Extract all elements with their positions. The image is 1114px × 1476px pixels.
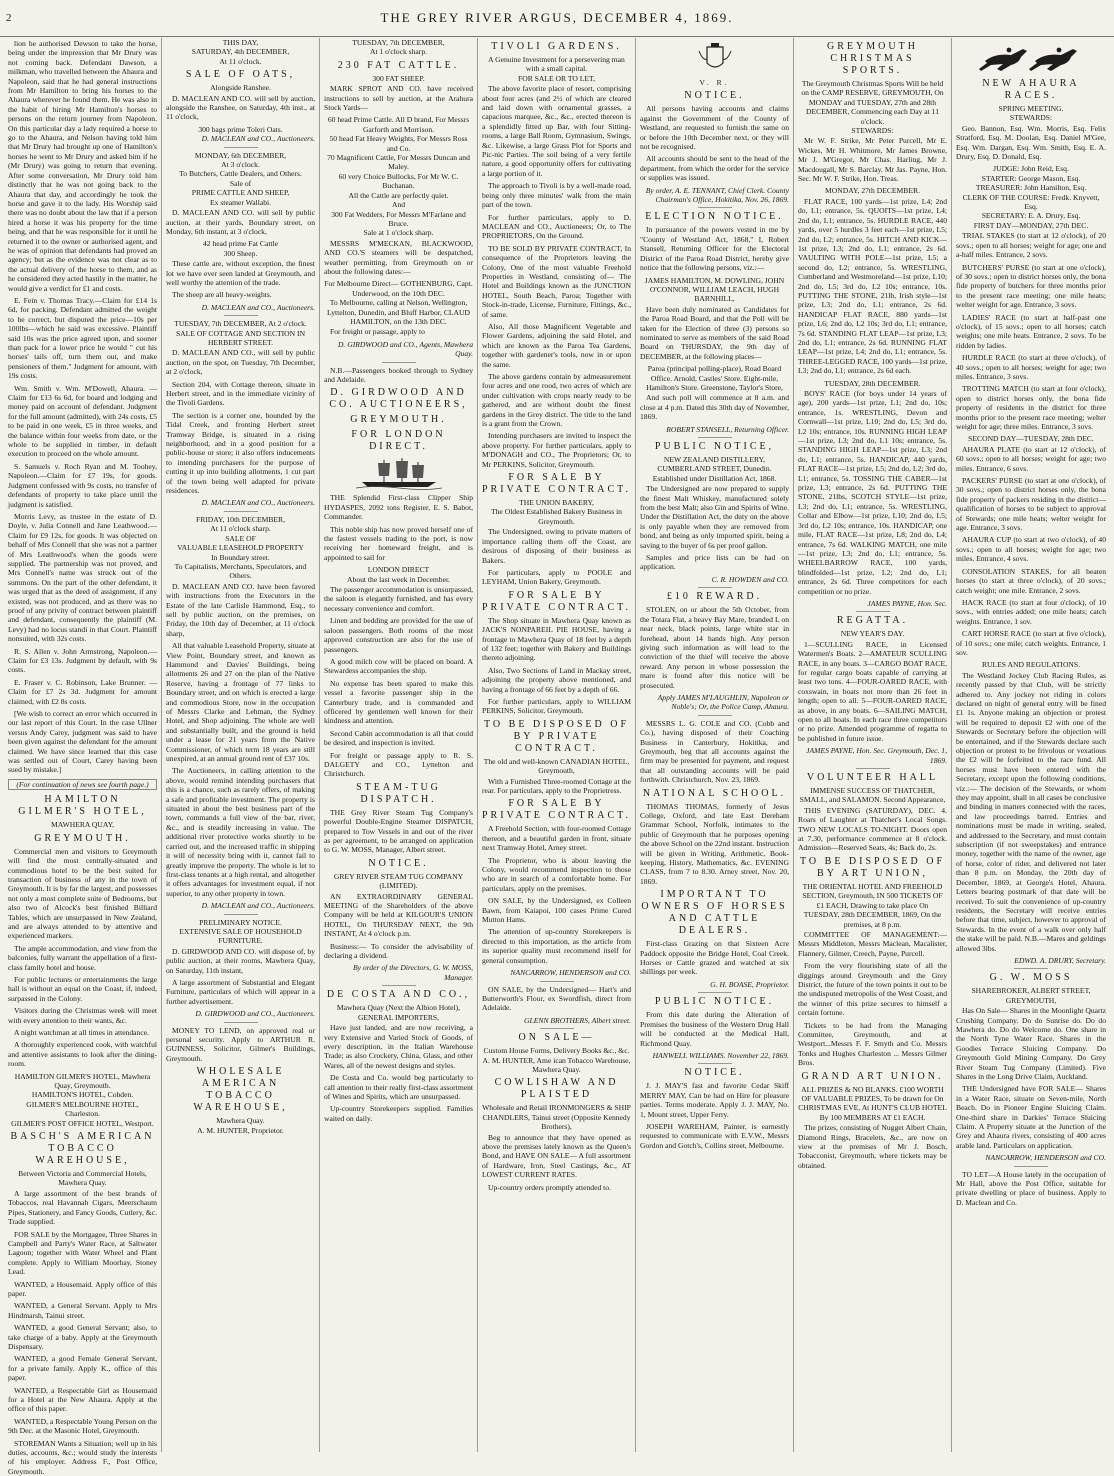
paragraph: Visitors during the Christmas week will meet with every attention to their wants, &c. bbox=[8, 1006, 157, 1025]
centered-line: SPRING MEETING. bbox=[998, 104, 1064, 113]
paragraph: MONEY TO LEND, on approved real or personal security. Apply to ARTHUR R. GUINNESS, Solicitor, Gilmer's Buildings, Greymouth. bbox=[166, 1025, 315, 1063]
racehorse-illustration bbox=[956, 41, 1106, 75]
ad-signature: D. MACLEAN and CO., Auctioneers. bbox=[201, 901, 315, 911]
paragraph: MESSRS M'MECKAN, BLACKWOOD, AND CO.'S steamers will be despatched, weather permitting, from Greymouth on or about the following dates:— bbox=[324, 238, 473, 276]
paragraph: TO BE SOLD BY PRIVATE CONTRACT, In consequence of the Proprietors leaving the Colony, One of the most valuable Freehold Properties in Westland, consisting of— The Hotel and Buildings known as the JUNCTION HOTEL, South Beach, Paroa; Together with Stock-in-trade, License, Furniture, Fittings, &c., of same. bbox=[482, 243, 631, 319]
paragraph: STOREMAN Wants a Situation; well up in his duties, accounts, &c.; would study the interests of his employer. Address F., Post Office, Greymouth. bbox=[8, 1438, 157, 1476]
centered-line: STEWARDS: bbox=[1009, 113, 1053, 123]
paragraph: From this date during the Alteration of Premises the business of the Western Drug Hall will be conducted at the Medical Hall, Richmond Quay. bbox=[640, 1010, 789, 1048]
centered-line: THE UNION BAKERY, bbox=[519, 498, 594, 508]
paragraph: For further particulars, apply to WILLIAM PERKINS, Solicitor, Greymouth. bbox=[482, 696, 631, 716]
centered-line: The Greymouth Christmas Sports Will be held on the CAMP RESERVE, GREYMOUTH, On MONDAY and TUESDAY, 27th and 28th DECEMBER, Commencing each Day at 11 o'clock. bbox=[801, 79, 944, 126]
divider bbox=[224, 147, 258, 148]
paragraph: TRIAL STAKES (to start at 12 o'clock), of 20 sovs.; open to all horses; weight for age; one and a-half miles. Entrance, 2 sovs. bbox=[956, 231, 1106, 260]
centered-line: TUESDAY, 7th DECEMBER, At 2 o'clock. bbox=[174, 319, 307, 329]
centered-line: 60 very Choice Bullocks, For Mr W. C. Buchanan. bbox=[338, 171, 459, 191]
divider bbox=[698, 715, 732, 716]
divider bbox=[856, 768, 890, 769]
crest-initials: V. R. bbox=[699, 78, 730, 87]
paragraph: E. Fein v. Thomas Tracy.—Claim for £14 1s 6d, for packing. Defendant admitted the weight to be correct, but disputed the price—10s per 100lbs—which he said was excessive. Plaintiff said 10s was the price agreed upon, and sooner than pack for a lower price he would " cut his horses' tails off, turn them out, and make pensioners of them." Judgment for amount, with 19s costs. bbox=[8, 295, 157, 381]
paragraph: The sheep are all heavy-weights. bbox=[172, 290, 272, 300]
paragraph: CONSOLATION STAKES, for all beaten horses (to start at three o'clock), of 20 sovs.; catch weight; one mile. Entrance, 2 sovs. bbox=[956, 566, 1106, 595]
paragraph: The Proprietor, who is about leaving the Colony, would recommend inspection to those who are in search of a comfortable home. For particulars, apply on the premises. bbox=[482, 855, 631, 893]
paragraph: A large assortment of the best brands of Tobaccos, real Havannah Cigars, Meerschaum Pipes, Stationery, and Fancy Goods, Cutlery, &c. Trade supplied. bbox=[8, 1188, 157, 1227]
paragraph: A large assortment of Substantial and Elegant Furniture, particulars of which will appear in a further advertisement. bbox=[166, 977, 315, 1006]
ad-heading: £10 REWARD. bbox=[666, 591, 763, 603]
centered-line: TREASURER: John Hamilton, Esq. bbox=[975, 183, 1087, 193]
centered-line: To Melbourne, calling at Nelson, Wellington, Lyttelton, Dunedin, and Bluff Harbor, CLAUD HAMILTON, on the 13th DEC. bbox=[327, 298, 470, 326]
ad-heading: TIVOLI GARDENS. bbox=[491, 41, 622, 52]
paragraph: ON SALE, by the Undersigned— Hart's and Butterworth's Flour, ex Swordfish, direct from Adelaide. bbox=[482, 984, 631, 1013]
paragraph: The ample accommodation, and view from the balconies, fully warrant the appellation of a first-class family hotel and house. bbox=[8, 943, 157, 972]
paragraph: The Undersigned, owing to private matters of importance calling them off the Coast, are desirous of disposing of their business as Bakers. bbox=[482, 527, 631, 565]
paragraph: FLAT RACE, 100 yards—1st prize, L4; 2nd do, L1; entrance, 5s. QUOITS—1st prize, L4; 2nd do, L1; entrance, 5s. HURDLE RACE, 440 yards, over 5 hurdles 3 feet each—1st prize, L5; 2nd do, L2; entrance, 5s. HITCH AND KICK—1st prize, L3; 2nd do, L1; entrance, 2s 6d. VAULTING WITH POLE—1st prize, L5; a second do, L2; entrance, 5s. WRESTLING, Cumberland and Westmoreland—1st prize, L10; 2nd do, L5; 3rd do, L2 10s; entrance, 10s. PUTTING THE STONE, 21lb, Irish style—1st prize, L3; 2nd do, L1; entrance, 2s 6d. HANDICAP FLAT RACE, 880 yards—1st prize, L6; 2nd do, L2 10s; 3rd do, L1; entrance, 7s 6d. STANDING FLAT LEAP—1st prize, L3; 2nd do, L1; entrance, 2s 6d. RUNNING FLAT LEAP—1st prize, L4; 2nd do, L1; entrance, 5s. THREE-LEGGED RACE, 100 yards—1st prize, L3; 2nd do, L1; entrance, 2s 6d each. bbox=[798, 196, 947, 376]
paragraph: The prizes, consisting of Nugget Albert Chain, Diamond Rings, Bracelets, &c., are now on view at the premises of Mr J. Bosch, Tobacconist, Greymouth, where tickets may be obtained. bbox=[798, 1123, 947, 1170]
divider bbox=[856, 611, 890, 612]
divider bbox=[698, 992, 732, 993]
centered-line: Mawhera Quay (Next the Albion Hotel), GENERAL IMPORTERS, bbox=[336, 1003, 461, 1022]
ad-signature: JAMES PAYNE, Hon. Sec. bbox=[867, 598, 947, 608]
centered-line: HAMILTON'S HOTEL, Cobden. bbox=[31, 1090, 134, 1100]
ad-signature: D. MACLEAN and CO., Auctioneers. bbox=[201, 134, 315, 144]
paragraph: D. GIRDWOOD AND CO. will dispose of, by public auction, at their rooms, Mawhera Quay, on Saturday, 11th instant, bbox=[166, 946, 315, 975]
paragraph: HURDLE RACE (to start at three o'clock), of 40 sovs.; open to all horses; weight for age; two miles. Entrance, 3 sovs. bbox=[956, 353, 1106, 381]
ad-signature: GLENN BROTHERS, Albert street. bbox=[524, 1015, 631, 1025]
paragraph: The section is a corner one, bounded by the Tidal Creek, and fronting Herbert street Tramway Bridge, is situated in a rising neighborhood, and in a good position for a public-house or store; it also offers inducements to intending purchasers for the purpose of cutting it up into building allotments, 1 cut part of the town being well adapted for private residences. bbox=[166, 410, 315, 496]
ad-heading: D. GIRDWOOD AND CO. AUCTIONEERS, bbox=[329, 387, 468, 411]
centered-line: SECOND DAY—TUESDAY, 28th DEC. bbox=[968, 434, 1094, 444]
centered-line: FRIDAY, 10th DECEMBER, bbox=[195, 514, 286, 524]
paragraph: ON SALE, by the Undersigned, ex Colleen Bawn, from Kaiapoi, 100 cases Prime Cured Mutton Hams. bbox=[482, 896, 631, 925]
ad-heading: ELECTION NOTICE. bbox=[645, 211, 784, 223]
paragraph: BOYS' RACE (for boys under 14 years of age), 200 yards—1st prize, L1; 2nd do, 10s; entrance, 1s. WRESTLING, Devon and Cornwall—1st prize, L10; 2nd do, L5; 3rd do, L2 10s; entrance, 10s. RUNNING HIGH LEAP—1st prize, L3; 2nd do, L1 10s; entrance, 5s. STANDING HIGH LEAP—1st prize, L3; 2nd do, L1; entrance, 5s. HANDICAP, 440 yards, FLAT RACE—1st prize, L5; 2nd do, L2; 3rd do, L1; entrance, 5s. TOSSING THE CABER—1st prize, L3; entrance, 2s 6d. PUTTING THE STONE, 21lbs, SCOTCH STYLE—1st prize, L3; 2nd do, L1; entrance, 5s. WRESTLING, Collar and Elbow—1st prize, L10; 2nd do, L5; 3rd do, L2 10s; entrance, 10s. HANDICAP, one mile, FLAT RACE—1st prize, L8; 2nd do, L4; entrance, 7s 6d. WALKING MATCH, one mile—1st prize, L3; 2nd do, L1; entrance, 5s. WHEELBARROW RACE, 100 yards, blindfolded—1st prize, L2; 2nd do, L1; entrance, 2s 6d. Three competitors for each competition or no prize. bbox=[798, 389, 947, 596]
paragraph: Business:— To consider the advisability of declaring a dividend. bbox=[324, 941, 473, 961]
paragraph: WANTED, a Respectable Girl as Housemaid for a Hotel at the New Ahaura. Apply at the office of this paper. bbox=[8, 1385, 157, 1414]
paragraph: The above gardens contain by admeasurement four acres and one rood, two acres of which are under cultivation with crops nearly ready to be gathered, and are without doubt the finest gardens in the Grey district. The title to the land is a grant from the Crown. bbox=[482, 372, 631, 429]
ad-heading: GREYMOUTH CHRISTMAS SPORTS. bbox=[827, 41, 918, 76]
ad-signature: G. H. BOASE, Proprietor. bbox=[710, 979, 789, 989]
ad-heading: NATIONAL SCHOOL. bbox=[642, 787, 787, 799]
paragraph: No expense has been spared to make this vessel a favorite passenger ship in the Canterbury trade, and is commanded and officered by gentlemen well known for their kindness and attention. bbox=[324, 678, 473, 726]
centered-line: HAMILTON GILMER'S HOTEL, Mawhera Quay, Greymouth. bbox=[14, 1071, 151, 1091]
paragraph: The Shop situate in Mawhera Quay known as JACK'S NONPAREIL PIE HOUSE, having a frontage to Mawhera Quay of 18 feet by a depth of 132 feet; together with Bakery and Buildings thereto adjoining. bbox=[482, 615, 631, 663]
divider bbox=[1014, 968, 1048, 969]
paragraph: The Undersigned are now prepared to supply the finest Malt Whiskey, manufactured solely from the best Malt; also Gin and Spirits of Wine. Under the Distillation Act, the duty on the above is only payable when they are removed from bond, and being as only imported spirit, being a saving to the buyer of 6s per proof gallon. bbox=[640, 484, 789, 550]
centered-line: 300 Sheep. bbox=[223, 248, 258, 258]
ad-signature: By order of the Directors, G. W. MOSS, Manager. bbox=[352, 963, 473, 982]
paragraph: R. S. Allen v. John Armstrong, Napoleon.—Claim for £3 13s. Judgment by default, with 9s costs. bbox=[8, 646, 157, 675]
centered-line: To Capitalists, Merchants, Speculators, and Others. bbox=[174, 561, 307, 581]
paragraph: Linen and bedding are provided for the use of saloon passengers. Both rooms of the most approved construction are also for the use of passengers. bbox=[324, 616, 473, 654]
ad-heading: IMPORTANT TO OWNERS OF HORSES AND CATTLE DEALERS. bbox=[641, 889, 788, 937]
centered-line: LONDON DIRECT bbox=[367, 565, 430, 575]
paragraph: For freight or passage, apply to bbox=[330, 327, 425, 337]
column-7 bbox=[952, 38, 1110, 1452]
centered-line: 300 Fat Wedders, For Messrs M'Farlane and Bruce. bbox=[331, 209, 466, 228]
divider bbox=[698, 207, 732, 208]
paragraph: A thoroughly experienced cook, with watchful and attentive assistants to look after the dining-room. bbox=[8, 1040, 157, 1069]
paragraph: For particulars, apply to POOLE and LEYHAM, Union Bakery, Greymouth. bbox=[482, 567, 631, 587]
centered-line: Between Victoria and Commercial Hotels, Mawhera Quay. bbox=[18, 1169, 147, 1188]
paragraph: D. MACLEAN AND CO. have been favored with instructions from the Executors in the Estate of the late Carlisle Hammond, Esq., to sell by public auction, on the premises, on Friday, the 10th day of December, at 11 o'clock sharp, bbox=[166, 581, 315, 638]
ad-heading: G. W. MOSS bbox=[989, 972, 1073, 984]
ad-heading: NEW AHAURA RACES. bbox=[982, 78, 1080, 101]
centered-line: TUESDAY, 28th DECEMBER. bbox=[824, 378, 921, 388]
ad-heading: NOTICE. bbox=[684, 90, 745, 102]
masthead bbox=[0, 0, 1114, 37]
paragraph: D. MACLEAN AND CO., will sell by public auction, on the spot, on Tuesday, 7th December, at 2 o'clock, bbox=[166, 348, 315, 377]
centered-line: 300 FAT SHEEP. bbox=[372, 73, 425, 83]
ad-heading: TO BE DISPOSED OF BY ART UNION, bbox=[800, 855, 945, 879]
column-6 bbox=[794, 38, 952, 1452]
centered-line: At 11 o'clock sharp. bbox=[210, 524, 271, 534]
divider bbox=[382, 985, 416, 986]
centered-line: NEW YEAR'S DAY. bbox=[840, 629, 905, 639]
ad-heading: REGATTA. bbox=[836, 615, 909, 627]
centered-line: MONDAY, 6th DECEMBER, bbox=[194, 150, 287, 160]
paragraph: All persons having accounts and claims against the Government of the County of Westland, are requested to furnish the same on or before the 10th December next, or they will not be recognised. bbox=[640, 104, 789, 152]
paragraph: PACKERS' PURSE (to start at one o'clock), of 30 sovs.; open to district horses only, the bona fide property of packers residing in the district—qualification of horses to be subject to approval of Stewards; one mile heats; welter weight for age. Entrance, 3 sovs. bbox=[956, 476, 1106, 533]
paragraph: Samples and price lists can be had on application. bbox=[640, 553, 789, 572]
paragraph: The attention of up-country Storekeepers is directed to this importation, as the article from its superior quality must recommend itself for general consumption. bbox=[482, 927, 631, 965]
paragraph: The passenger accommodation is unsurpassed, the saloon is elegantly furnished, and has every necessary convenience and comfort. bbox=[324, 585, 473, 613]
column-2 bbox=[162, 38, 320, 1452]
newspaper-title: THE GREY RIVER ARGUS, DECEMBER 4, 1869. bbox=[380, 10, 734, 25]
centered-line: SALE OF COTTAGE AND SECTION IN HERBERT STREET. bbox=[175, 328, 306, 347]
paragraph: FOR SALE by the Mortgagee, Three Shares in Campbell and Party's Water Race, at Saltwater Lagoon; together with Water Wheel and Plant complete. Apply to William Moorhay, Stoney Lead. bbox=[8, 1229, 157, 1277]
paragraph: N.B.—Passengers booked through to Sydney and Adelaide. bbox=[324, 365, 473, 384]
centered-line: At 1 o'clock sharp. bbox=[369, 47, 428, 57]
paragraph: Up-country Storekeepers supplied. Families waited on daily. bbox=[324, 1104, 473, 1123]
divider bbox=[540, 981, 574, 982]
ad-heading: STEAM-TUG DISPATCH. bbox=[356, 781, 441, 805]
centered-line: 70 Magnificent Cattle, For Messrs Duncan and Maley. bbox=[327, 153, 470, 172]
centered-line: FIRST DAY—MONDAY, 27th DEC. bbox=[973, 220, 1089, 230]
paragraph: All accounts should be sent to the head of the department, from which the order for the service or supplies was issued. bbox=[640, 154, 789, 183]
paragraph: For public lectures or entertainments the large hall is without an equal on the Coast, if, indeed, surpassed in the Colony. bbox=[8, 974, 157, 1003]
paragraph: WANTED, a General Servant. Apply to Mrs Hindmarsh, Tainui street. bbox=[8, 1301, 157, 1320]
centered-line: At 3 o'clock. bbox=[221, 160, 260, 170]
centered-line: At 11 o'clock. bbox=[219, 56, 262, 66]
centered-line: A. M. HUNTER, Ame ican Tobacco Warehouse, Mawhera Quay. bbox=[482, 1055, 631, 1074]
paragraph: THE Undersigned have FOR SALE— Shares in a Water Race, situate on Seven-mile, North Beach. Do in Pioneer Engine Sluicing Claim. One-third share in Darkies' Terrace Sluicing Claim. A Property situate at the Junction of the Grey and Ahaura rivers, consisting of 400 acres arable land. Particulars on application. bbox=[956, 1084, 1106, 1150]
centered-line: IMMENSE SUCCESS OF THATCHER, SMALL, and SALAMON. Second Appearance, bbox=[799, 786, 946, 805]
divider bbox=[698, 1063, 732, 1064]
centered-line: 300 bags prime Toleri Oats. bbox=[198, 124, 283, 134]
paragraph: D. MACLEAN AND CO. will sell by auction, alongside the Ranshee, on Saturday, 4th inst., at 11 o'clock, bbox=[166, 93, 315, 122]
paragraph: A Freehold Section, with four-roomed Cottage thereon, and a beautiful garden in front, situate next Tramway Hotel, Arney street. bbox=[482, 824, 631, 853]
paragraph: TO LET—A House lately in the occupation of Mr Hall, above the Post Office, suitable for private dwelling or place of business. Apply to D. Maclean and Co. bbox=[956, 1169, 1106, 1207]
paragraph: A night watchman at all times in attendance. bbox=[14, 1028, 149, 1037]
ad-signature: NANCARROW, HENDERSON and CO. bbox=[985, 1153, 1106, 1163]
centered-line: And bbox=[391, 200, 406, 210]
centered-line: MONDAY, 27th DECEMBER. bbox=[825, 186, 920, 196]
paragraph: Also, All those Magnificent Vegetable and Flower Gardens, adjoining the said Hotel, and which are known as the Paroa Tea Gardens, together with gardener's tools, now in or upon the same. bbox=[482, 321, 631, 369]
ad-signature: D. GIRDWOOD and CO., Auctioneers. bbox=[195, 1009, 315, 1019]
paragraph: De Costa and Co. would beg particularly to call attention to their really first-class assortment of Wines and Spirits, which are unsurpassed. bbox=[324, 1073, 473, 1101]
ad-signature: ROBERT STANSELL, Returning Officer. bbox=[666, 424, 789, 434]
paragraph: Intending purchasers are invited to inspect the above property. For further particulars, apply to M'DONAGH and CO., The Proprietors; Or, to Mr PERKINS, Solicitor, Greymouth. bbox=[482, 431, 631, 469]
ad-heading: FOR SALE BY PRIVATE CONTRACT. bbox=[482, 472, 631, 496]
centered-line: THE ORIENTAL HOTEL AND FREEHOLD SECTION, Greymouth, IN 500 TICKETS OF £1 EACH, Drawing to take place On TUESDAY, 28th DECEMBER, 1869, On the premises, at 8 p.m. bbox=[802, 881, 943, 929]
paragraph: The above favorite place of resort, comprising about four acres (and 2½ of which are cleared and laid down with ornamental grasses, a capacious marquee, &c., &c., erected thereon is a splendidly fitted up Bar, with four Sitting-rooms, a large Ball Room, Gymnasium, Swings, &c. Likewise, a large Grass Plot for Sports and Pic-nic Parties. The soil being of a very fertile nature, a good opportunity offers for cultivating a large portion of it. bbox=[482, 84, 631, 178]
ad-heading: PUBLIC NOTICE, bbox=[654, 441, 775, 452]
centered-line: In Boundary street. bbox=[211, 552, 270, 562]
centered-line: The old and well-known CANADIAN HOTEL, Greymouth, bbox=[483, 756, 630, 776]
paragraph: For further particulars, apply to D. MACLEAN and CO., Auctioneers; Or, to The PROPRIETORS, On the Ground. bbox=[482, 212, 631, 241]
paragraph: Second Cabin accommodation is all that could be desired, and inspection is invited. bbox=[324, 728, 473, 748]
paragraph: Morris Levy, as trustee in the estate of D. Doyle, v. Julia Connell and Jane Leathwood.—Claim for £9 12s, for goods. It was objected on behalf of Mrs Connell that she was not a partner of Mrs Leathwood's when the goods were supplied. The partnership was not proved, and Mrs Connell's name was struck out of the summons. On the part of the other defendant, it was urged that as the deed of assignment, if any existed, was not produced, and as there was no proof of any privity of contract between plaintiff and defendant, consequently the plaintiff (M. Levy) had no locus standi in that Court. Plaintiff nonsuited, with 32s costs. bbox=[8, 511, 157, 644]
centered-line: CLERK OF THE COURSE: Fredk. Knyvett, Esq. bbox=[962, 192, 1100, 212]
centered-line: Mawhera Quay. bbox=[216, 1116, 265, 1126]
centered-line: About the last week in December. bbox=[347, 574, 450, 584]
ad-signature: D. MACLEAN and CO., Auctioneers. bbox=[201, 302, 315, 312]
centered-line: A. M. HUNTER, Proprietor. bbox=[197, 1125, 284, 1135]
centered-line: The Oldest Established Bakery Business in Greymouth. bbox=[491, 507, 622, 526]
paragraph: S. Samuels v. Roch Ryan and M. Toohey, Napoleon.—Claim for £7 19s, for goods. Judgment confessed with 9s costs, no transfer of defendants of property to take place until the judgment is satisfied. bbox=[8, 461, 157, 509]
paragraph: A good milch cow will be placed on board. A Stewardess accompanies the ship. bbox=[324, 656, 473, 676]
ad-heading: FOR LONDON DIRECT. bbox=[351, 429, 446, 453]
centered-line: NEW ZEALAND DISTILLERY, CUMBERLAND STREET, Dunedin. Established under Distillation Act, 1868. bbox=[652, 455, 777, 483]
ad-heading: GREYMOUTH. bbox=[34, 832, 131, 844]
centered-line: EXTENSIVE SALE OF HOUSEHOLD FURNITURE. bbox=[179, 926, 302, 946]
paragraph: LADIES' RACE (to start at half-past one o'clock), of 15 sovs.; open to all horses; catch weights; one mile heats. Entrance, 2 sovs. To be ridden by ladies. bbox=[956, 312, 1106, 350]
centered-line: SALE OF bbox=[225, 533, 256, 543]
centered-line: To Butchers, Cattle Dealers, and Others. bbox=[179, 169, 302, 179]
centered-line: Sale of bbox=[229, 178, 252, 188]
centered-line: STARTER: George Mason, Esq. bbox=[981, 173, 1081, 183]
centered-line: ALL PRIZES & NO BLANKS. £100 WORTH OF VALUABLE PRIZES, To be drawn for On CHRISTMAS EVE, At HUNT'S CLUB HOTEL By 100 MEMBERS AT £1 EACH. bbox=[798, 1084, 947, 1122]
ad-heading: BASCH'S AMERICAN TOBACCO WAREHOUSE, bbox=[10, 1131, 155, 1167]
paragraph: Have been duly nominated as Candidates for the Paroa Road Board, and that the Poll will be taken for the Election of three (3) persons so nominated to serve as members of the said Road Board on THURSDAY, the 9th day of DECEMBER, at the following places— bbox=[640, 304, 789, 361]
paragraph: Tickets to be had from the Managing Committee, Greymouth, and at Westport...Messrs F. F. Smyth and Co. Messrs Tonks and Hughes Charleston ... Messrs Gilmer Bros. bbox=[798, 1020, 947, 1068]
column-5 bbox=[636, 38, 794, 1452]
ad-heading: HAMILTON GILMER'S HOTEL, bbox=[18, 794, 147, 818]
ad-heading: FOR SALE BY PRIVATE CONTRACT. bbox=[482, 798, 631, 822]
paragraph: STOLEN, on or about the 5th October, from the Totara Flat, a heavy Bay Mare, branded L on near neck, black points, large white star in forehead, about 14 hands high. Any person giving such information as will lead to the conviction of the thief will receive the above reward. Any person in whose possession the mare is found after this notice will be prosecuted. bbox=[640, 605, 789, 690]
centered-line: GREY RIVER STEAM TUG COMPANY (LIMITED). bbox=[333, 871, 464, 891]
paragraph: J. J. MAY'S fast and favorite Cedar Skiff MERRY MAY, Can be had on Hire for pleasure parties. Terms moderate. Apply J. J. MAY, No. 1, Mount street, Upper Ferry. bbox=[640, 1081, 789, 1119]
paragraph: Commercial men and visitors to Greymouth will find the most centrally-situated and commodious hotel to be the best suited for transaction of business of any in the town of Greymouth. It is by far the largest, and possesses not only a most complete suite of Bedrooms, but also two of Alcock's best finished Billiard Tables, which are unsurpassed in New Zealand, and are always attended to by attentive and experienced markers. bbox=[8, 846, 157, 941]
centered-line: Paroa (principal polling-place), Road Board Office. Arnold, Castles' Store. Eight-mile, Hamilton's Store. Greenstone, Taylor's Store, bbox=[646, 364, 783, 392]
centered-line: PRIME CATTLE AND SHEEP, bbox=[191, 188, 290, 198]
ad-heading: TO BE DISPOSED OF BY PRIVATE CONTRACT. bbox=[484, 718, 629, 754]
ad-signature: By order, A. E. TENNANT, Chief Clerk. County Chairman's Office, Hokitika, Nov. 26, 1869. bbox=[645, 185, 789, 205]
ad-heading: WHOLESALE AMERICAN TOBACCO WAREHOUSE, bbox=[193, 1066, 288, 1114]
paragraph: These cattle are, without exception, the finest lot we have ever seen landed at Greymouth, and well worthy the attention of the trade. bbox=[166, 259, 315, 287]
centered-line: MAWHERA QUAY, bbox=[50, 820, 115, 830]
ad-heading: COWLISHAW AND PLAISTED bbox=[494, 1077, 619, 1101]
centered-line: GILMER'S MELBOURNE HOTEL, Charleston. bbox=[26, 1099, 139, 1119]
ad-signature: EDWD. A. DRURY, Secretary. bbox=[1014, 955, 1106, 965]
paragraph: THE Splendid First-class Clipper Ship HYDASPES, 2092 tons Register, E. S. Babot, Commander. bbox=[324, 493, 473, 522]
divider bbox=[224, 1022, 258, 1023]
divider bbox=[540, 1028, 574, 1029]
paragraph: With a Furnished Three-roomed Cottage at the rear. For particulars, apply to the Proprietress. bbox=[482, 776, 631, 795]
ad-signature: JAMES PAYNE, Hon. Sec. Greymouth, Dec. 1, 1869. bbox=[806, 746, 947, 765]
paragraph: AHAURA CUP (to start at two o'clock), of 40 sovs.; open to all horses; weight for age; two miles. Entrance, 4 sovs. bbox=[956, 535, 1106, 564]
paragraph: The approach to Tivoli is by a well-made road, being only three minutes' walk from the main part of the town. bbox=[482, 181, 631, 210]
ad-signature: C. R. HOWDEN and CO. bbox=[711, 574, 789, 584]
ad-heading: GREYMOUTH. bbox=[350, 414, 447, 426]
ad-heading: VOLUNTEER HALL bbox=[806, 772, 939, 784]
paragraph: And such poll will commence at 8 a.m. and close at 4 p.m. Dated this 30th day of November, 1869. bbox=[640, 393, 790, 422]
divider bbox=[224, 511, 258, 512]
paragraph: Section 204, with Cottage thereon, situate in Herbert street, and in the immediate vicinity of the Tivoli Gardens. bbox=[166, 379, 315, 408]
centered-line: 42 head prime Fat Cattle bbox=[202, 239, 279, 249]
centered-line: FOR SALE OR TO LET, bbox=[518, 73, 595, 83]
centered-line: Wholesale and Retail IRONMONGERS & SHIP CHANDLERS, Tainui street (Opposite Kennedy Brothers), bbox=[482, 1103, 631, 1132]
paragraph: HACK RACE (to start at four o'clock), of 10 sovs., with entries added; one mile heats; catch weights. Entrance, 1 sov. bbox=[956, 597, 1106, 626]
centered-line: For Melbourne Direct— GOTHENBURG, Capt. Underwood, on the 10th DEC. bbox=[324, 279, 473, 298]
divider bbox=[698, 437, 732, 438]
divider bbox=[382, 362, 416, 363]
centered-line: SECRETARY: E. A. Drury, Esq. bbox=[981, 211, 1081, 221]
ad-signature: NANCARROW, HENDERSON and CO. bbox=[510, 968, 631, 978]
centered-line: JUDGE: John Reid, Esq. bbox=[993, 164, 1069, 174]
paragraph: Have just landed, and are now receiving, a very Extensive and Varied Stock of Goods, of every description, in the Italian Warehouse Trade; as also Crockery, China, Glass, and other Wares, all of the newest designs and styles. bbox=[324, 1023, 473, 1070]
paragraph: The Auctioneers, in calling attention to the above, would remind intending purchasers that this is a chance, such as rarely offers, of making a safe and profitable investment. The property is situated in about the best business part of the town, commands a full view of the bar, river, &c., and is steadily increasing in value. The additional river protective works shortly to be carried out, and the increased traffic in shipping it will of necessity bring with it, cannot fail to greatly improve the property. The whole is let to first-class tenants at a high rental, and altogether it offers advantages for investment equal, if not superior, to any other property in town. bbox=[166, 766, 315, 898]
ad-signature: D. MACLEAN and CO., Auctioneers. bbox=[201, 498, 315, 508]
ad-heading: NOTICE. bbox=[368, 857, 429, 869]
centered-line: RULES AND REGULATIONS. bbox=[981, 660, 1081, 670]
paragraph: THIS EVENING (SATURDAY), DEC. 4. Roars of Laughter at Thatcher's Local Songs. TWO NEW LOCALS TO-NIGHT. Doors open at 7.30, performance commence at 8 o'clock. Admission—Reserved Seats, 4s; Back do, 2s. bbox=[798, 805, 947, 853]
centered-line: PRELIMINARY NOTICE. bbox=[199, 917, 282, 927]
centered-line: SATURDAY, 4th DECEMBER, bbox=[191, 47, 290, 57]
paragraph: TROTTING MATCH (to start at four o'clock), open to district horses only, the bona fide property of residents in the district for three months prior to the present race meeting; welter weight for age; three miles. Entrance, 3 sovs. bbox=[956, 384, 1106, 431]
divider bbox=[698, 587, 732, 588]
paragraph: This noble ship has now proved herself one of the fastest vessels trading to the port, is now receiving her homeward freight, and is appointed to sail for bbox=[324, 524, 473, 562]
paragraph: E. Fraser v. C. Robinson, Lake Brunner. —Claim for £7 2s 3d. Judgment for amount claimed, with £2 8s costs. bbox=[8, 677, 157, 706]
ad-heading: GRAND ART UNION. bbox=[801, 1070, 944, 1082]
centered-line: Sale at 1 o'clock sharp. bbox=[363, 228, 434, 238]
paragraph: The Westland Jockey Club Racing Rules, as recently passed by that Club, will be strictly adhered to. Any jockey not riding in colors declared on night of general entry will be fined £1 1s. Anyone making an objection or protest will be required to deposit £2 with one of the Stewards or Secretary before the objection will be entertained, and if the Stewards declare such objection or protest to be frivolous or vexatious the £2 will be forfeited to the race fund. All horses must have been entered with the Secretary, except upon the following conditions, viz.:— The decision of the Stewards, or whom they may appoint, shall in all cases be conclusive and binding in matters connected with the races, and law proceedings barred. Entries and nominations must be made in writing, sealed, and addressed to the Secretary, and must contain subscription (if not sweepstakes) and entrance money, together with the name of the owner, age of horse, color of rider, and delivered not later than 8 p.m. on Monday, the 20th day of December, 1869, at George's Hotel, Ahaura. Letters bearing postmark of that date will be received. To suit the convenience of up-country residents, the Secretary will receive entries before that time, subject, however to approval of Stewards. In the event of a walk over only half the stake will be paid. N.B.—Mares and geldings allowed 3lbs. bbox=[956, 670, 1106, 953]
paragraph: For freight or passage apply to R. S. DALGETY and CO., Lyttelton and Christchurch. bbox=[324, 750, 473, 779]
paragraph: lion he authorised Dewson to take the horse, being under the impression that Mr Drury was not coming back. Defendant Dawson, a milkman, who travelled between the Ahaura and Napoleon, said that he had general instructions from Mr Hamilton to bring his horses to the Ahaura wherever he found them. He was also in the habit of hiring Mr Hamilton's horses to persons on the return journey from Napoleon. On this particular day a lady required a horse to go to the Ahaura, and Nelson having told him that Mr Drury had brought up one of Hamilton's horses he went to Mr Drury and asked him if he (Mr Drury) was going to return that evening. After some conversation, Mr Drury told him distinctly that he was not going back to the Ahaura that day, and accordingly he took the horse and gave it to the lady. His Worship said there was no doubt about the law that if a person hired a horse it was his property for the time being, and that he was responsible for it until he returned it to the owner or authorised agent, and he was of opinion that defendants had proved an agency; but as the evidence was not clear as to the actual delivery of the horse to them, and as he considered they acted hastily in the matter, he would give a verdict for £1 and costs. bbox=[8, 39, 157, 293]
divider bbox=[1014, 1166, 1048, 1167]
paragraph: THE Grey River Steam Tug Company's powerful Double-Engine Steamer DISPATCH, prepared to Tow Vessels in and out of the river as per agreement, to be arranged on application to G. W. MOSS, Manager, Albert street. bbox=[324, 807, 473, 855]
centered-line: SHAREBROKER, ALBERT STREET, GREYMOUTH, bbox=[971, 986, 1091, 1005]
paragraph: WANTED, a good Female General Servant, for a private family. Apply K., office of this paper. bbox=[8, 1354, 157, 1383]
paragraph: MESSRS L. G. COLE and CO. (Cobb and Co.), having disposed of their Coaching Business in Canterbury, Hokitika, and Greymouth, beg that all accounts against the firm may be presented for payment, and request that all outstanding accounts will be paid forthwith. Christchurch, Nov. 23, 1869. bbox=[640, 718, 789, 785]
ad-heading: NOTICE. bbox=[684, 1067, 745, 1079]
paragraph: BUTCHERS' PURSE (to start at one o'clock), of 30 sovs.; open to district horses only, the bona fide property of butchers for three months prior to the present race meeting; one mile heats; welter weight for age. Entrance, 3 sovs. bbox=[956, 262, 1106, 310]
centered-line: A Genuine Investment for a persevering man with a small capital. bbox=[488, 55, 625, 74]
column-1 bbox=[4, 38, 162, 1476]
page-number: 2 bbox=[6, 12, 12, 24]
ad-heading: SALE OF OATS, bbox=[185, 69, 296, 81]
paragraph: Wm. Smith v. Wm. M'Dowell, Ahaura. —Claim for £13 6s 6d, for board and lodging and money paid on account of defendant. Judgment for the full amount (admitted), with 24s costs, £5 to be paid in one week, £5 in three weeks, and the balance within four weeks from date, or the whole to be supplied in timber, in default execution to proceed on the whole amount. bbox=[8, 383, 157, 459]
ad-signature: Apply JAMES M'LAUGHLIN, Napoleon or Noble's; Or, the Police Camp, Ahaura. bbox=[657, 692, 789, 712]
centered-line: Ex steamer Wallabi. bbox=[209, 197, 272, 207]
centered-line: All the Cattle are perfectly quiet. bbox=[348, 190, 449, 200]
column-4 bbox=[478, 38, 636, 1452]
ad-signature: HANWELL WILLIAMS. November 22, 1869. bbox=[652, 1050, 789, 1060]
ad-signature: D. GIRDWOOD and CO., Agents, Mawhera Quay. bbox=[337, 339, 473, 359]
centered-line: STEWARDS: bbox=[851, 126, 894, 136]
paragraph: Geo. Bannon, Esq. Wm. Morris, Esq. Felix Stratford, Esq. M. Doolan, Esq. Daniel M'Gee, Esq. Wm. Dargan, Esq. Wm. Smith, Esq. E. A. Drury, Esq. D. Donald, Esq. bbox=[956, 123, 1106, 162]
paragraph: D. MACLEAN AND CO. will sell by public auction, at their yards, Boundary street, on Monday, 6th instant, at 3 o'clock, bbox=[166, 208, 315, 236]
paragraph: First-class Grazing on that Sixteen Acre Paddock opposite the Bridge Hotel, Coal Creek. Horses or Cattle grazed and watched at six shillings per week. bbox=[640, 939, 789, 977]
royal-crest-icon bbox=[640, 41, 789, 87]
ad-heading: PUBLIC NOTICE. bbox=[654, 996, 775, 1008]
centered-line: Custom House Forms, Delivery Books &c., &c. bbox=[483, 1046, 630, 1056]
paragraph: WANTED, a Respectable Young Person on the 9th Dec. at the Masonic Hotel, Greymouth. bbox=[8, 1416, 157, 1436]
divider bbox=[224, 315, 258, 316]
paragraph: MARK SPROT AND CO. have received instructions to sell by auction, at the Arahura Stock Yards— bbox=[324, 84, 473, 113]
paragraph: In pursuance of the powers vested in me by "County of Westland Act, 1868," I, Robert Stansell, Returning Officer for the Electoral District of the Paroa Road District, hereby give notice that the following persons, viz.:— bbox=[640, 225, 789, 273]
paragraph: Has On Sale— Shares in the Moonlight Quartz Crushing Company. Do do Sunrise do. Do do Mawhera do. Do do Welcome do. One share in the North Tyne Water Race. Shares in the Goodies Terrace Sluicing Company. Do Greymouth Gold Mining Company. Do Grey River Steam Tug Company (Limited). Five Shares in the Long Drive Claim, Auckland. bbox=[956, 1006, 1106, 1081]
centered-line: 50 head Fat Heavy Weights, For Messrs Ross and Co. bbox=[329, 134, 468, 153]
paragraph: Up-country orders promptly attended to. bbox=[488, 1182, 611, 1192]
ad-heading: FOR SALE BY PRIVATE CONTRACT. bbox=[482, 589, 631, 613]
centered-line: JAMES HAMILTON, M. DOWLING, JOHN O'CONNOR, WILLIAM LEACH, HUGH BARNHILL, bbox=[644, 275, 785, 304]
centered-line: VALUABLE LEASEHOLD PROPERTY bbox=[177, 543, 304, 553]
paragraph: CART HORSE RACE (to start at five o'clock), of 10 sovs.; one mile; catch weights. Entrance, 1 sov. bbox=[956, 629, 1106, 657]
centered-line: Alongside Ranshee. bbox=[210, 83, 271, 93]
paragraph: WANTED, a good General Servant; also, to take charge of a baby. Apply at the Greymouth Dispensary. bbox=[8, 1323, 157, 1351]
paragraph: Mr W. F. Strike, Mr Peter Purcell, Mr E. Wickes, Mr H. Whitmore, Mr James Browne, Mr J. M'Gregor, Mr Chas. Harling, Mr J. Macdougall, Mr S. Barclay. Mr Jas. Payne, Hon. Sec. Mr W. F. Strike, Hon. Treas. bbox=[798, 136, 947, 184]
centered-line: 60 head Prime Cattle. All D brand, For Messrs Garforth and Morrison. bbox=[327, 115, 470, 134]
centered-line: THIS DAY, bbox=[222, 38, 259, 47]
divider bbox=[224, 914, 258, 915]
paragraph: Beg to announce that they have opened as above the premises lately known as the Queen's Bond, and HAVE ON SALE— A full assortment of Hardware, Iron, Steel Castings, &c., AT LOWEST CURRENT RATES. bbox=[482, 1132, 631, 1180]
column-3 bbox=[320, 38, 478, 1452]
paragraph: From the very flourishing state of all the diggings around Greymouth and the Grey District, the future of the town points it out to be the undisputed metropolis of the West Coast, and the winner of this prize secures to himself a certain fortune. bbox=[798, 961, 947, 1018]
ad-heading: 230 FAT CATTLE. bbox=[337, 59, 460, 71]
ad-heading: ON SALE— bbox=[518, 1032, 595, 1044]
paragraph: 1—SCULLING RACE, in Licensed Watermen's Boats. 2—AMATEUR SCULLING RACE, in any boats. 3—CARGO BOAT RACE, for regular cargo boats capable of carrying at least two tons. 4—FOUR-OARED RACE, with coxswain, in boats not more than 26 feet in length; open to all. 5—FOUR-OARED RACE, as above, in any boats. 6—SAILING MATCH, open to all boats. In each race three competitors or no prize. Amended programme of regatta to be published in future issue. bbox=[798, 639, 947, 743]
ship-illustration bbox=[324, 456, 473, 490]
paragraph: WANTED, a Housemaid. Apply office of this paper. bbox=[8, 1279, 157, 1298]
centered-line: GILMER'S POST OFFICE HOTEL, Westport. bbox=[11, 1118, 154, 1128]
paragraph: [We wish to correct an error which occurred in our last report of this Court. In the case Ullner versus Andy Carey, judgment was said to have been given against the defendant for the amount claimed. We have since learned that this case was settled out of Court, Carey having been sued by mistake.] bbox=[8, 709, 157, 775]
paragraph: COMMITTEE OF MANAGEMENT:— Messrs Middleton, Messrs Maclean, Macalister, Flannery, Gilmer, Creech, Payne, Purcell. bbox=[798, 929, 947, 958]
columns-container bbox=[4, 38, 1110, 1476]
continuation-note: (For continuation of news see fourth page.) bbox=[8, 779, 157, 790]
ad-heading: DE COSTA AND CO., bbox=[326, 989, 471, 1001]
paragraph: Also, Two Sections of Land in Mackay street, adjoining the property above mentioned, and having a frontage of 66 feet by a depth of 66. bbox=[482, 665, 631, 694]
paragraph: AHAURA PLATE (to start at 12 o'clock), of 60 sovs.; open to all horses; weight for age; two miles. Entrance, 6 sovs. bbox=[956, 444, 1106, 473]
centered-line: TUESDAY, 7th DECEMBER, bbox=[352, 38, 445, 47]
paragraph: AN EXTRAORDINARY GENERAL MEETING of the Shareholders of the above Company will be held at KILGOUR'S UNION HOTEL, On THURSDAY NEXT, the 9th INSTANT, At 4 o'clock p.m. bbox=[324, 891, 473, 939]
paragraph: JOSEPH WAREHAM, Painter, is earnestly requested to communicate with E.V.W., Messrs Gordon and Gotch's, Collins street, Melbourne. bbox=[640, 1121, 789, 1150]
paragraph: All that valuable Leasehold Property, situate at View Point, Boundary street, and known as Hammond and Davies' Buildings, being allotments 26 and 27 on the plan of the Native Reserve, having a frontage of 77 links to Boundary street, and on which is erected a large and commodious Store, now in the occupation of Messrs Clarke and Lehman, the Sydney Hotel, and Shop adjoining. The whole are well and substantially built, and the ground is held under a lease for 21 years from the Native Commissioner, of which term 18 years are still unexpired, at an annual ground rent of £37 10s. bbox=[166, 641, 315, 764]
paragraph: THOMAS THOMAS, formerly of Jesus College, Oxford, and late East Dereham Grammar School, Norfolk, intimates to the public of Greymouth that he purposes opening the above School on the 22nd instant. Instruction will be given in Writing, Arithmetic, Book-keeping, History, Mathematics, &c. EVENING CLASS, from 7 to 8.30. Arney street, Nov. 20, 1869. bbox=[640, 801, 789, 886]
